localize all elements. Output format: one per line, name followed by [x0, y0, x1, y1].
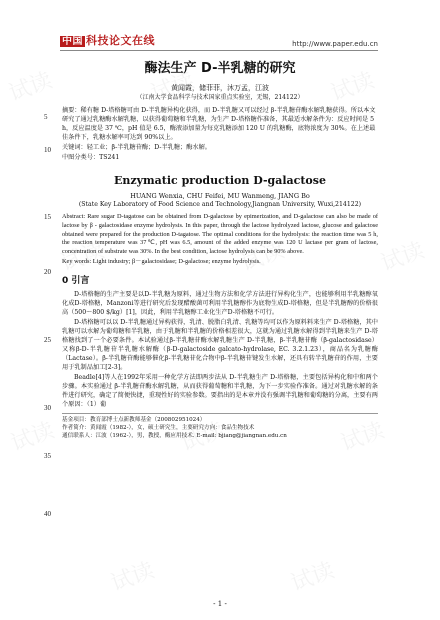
page-header: [60, 30, 378, 51]
page-number: - 1 -: [213, 600, 227, 608]
line-number: 10: [44, 146, 51, 154]
line-number: 30: [44, 404, 51, 412]
line-number: 40: [44, 510, 51, 518]
footnote-author-bio: 作者简介：黄闻霞（1982-），女，硕士研究生，主要研究方向：食品生物技术: [62, 424, 255, 431]
line-number: 25: [44, 336, 51, 344]
abstract-en-block: [62, 213, 378, 267]
watermark: [376, 233, 428, 277]
abstract-cn-block: [62, 107, 378, 163]
logo-box: 中国: [62, 36, 83, 47]
watermark: [286, 553, 338, 597]
footnote-contact: 通信联系人：江波（1962-），男，教授，酶应用技术. E-mail: bjiang@jiangnan.edu.cn: [62, 432, 287, 439]
keywords-en: Key words: Light industry; β－galactosidase; D-galactose; enzyme hydrolysis.: [62, 257, 261, 265]
keywords-cn: 关键词：轻工业；β-半乳糖苷酶；D-半乳糖；酶水解。: [62, 143, 211, 151]
watermark: [106, 553, 158, 597]
site-url: http://www.paper.edu.cn: [292, 40, 378, 48]
authors-cn: 黄闻霞，储菲菲，沐万孟，江波: [171, 83, 269, 92]
footnote-funding: 基金项目：教育部博士点新教师基金（200802951024）: [62, 416, 206, 423]
section-heading: 0 引言: [62, 275, 90, 286]
site-logo: [60, 32, 155, 48]
line-number: 35: [44, 452, 51, 460]
affiliation-en: (State Key Laboratory of Food Science and Technology,Jiangnan University, Wuxi,214122): [78, 200, 362, 208]
line-number: 20: [44, 268, 51, 276]
paper-content: [62, 54, 378, 440]
authors-en: HUANG Wenxia, CHU Feifei, MU Wanmeng, JIANG Bo: [130, 191, 310, 200]
abstract-en: Abstract: Rare sugar D-tagatose can be obtained from D-galactose by epimerization, and D-galactose can also be made of lactose by β - galactosidase enzyme hydrolysis. In this paper, through the lactose hydrolyzed lactose, glucose and galactose obtained were prepared for the production D-tagatose. The optimal conditions for the hydrolysis: the reaction time was 5 h, the reaction temperature was 37℃, pH was 6.5, amount of the added enzyme was 120 U lactase per gram of lactose, concentration of substrate was 30%. In the best condition, lactose hydrolysis can be 90% above.: [62, 212, 378, 256]
logo-text: 科技论文在线: [86, 34, 155, 47]
affiliation-cn: （江南大学食品科学与技术国家重点实验室，无锡，214122）: [136, 93, 304, 101]
paper-title-en: Enzymatic production D-galactose: [114, 173, 326, 187]
clc-number: 中图分类号：TS241: [62, 153, 120, 161]
watermark: [4, 63, 56, 107]
body-text: [62, 291, 378, 410]
paragraph: D-塔格糖的生产主要是以D-半乳糖为原料，通过生物方法和化学方法进行异构化生产，也能够利用半乳糖醇氧化成D-塔格糖，Manzoni等进行研究后发现醋酸菌可利用半乳糖醇作为底物生成D-塔格糖，但是半乳糖醇的价格很高（500～800 $/kg）[1]，因此，利用半乳糖醇工业化生产D-塔格糖不可行。: [62, 290, 378, 316]
footnote: [62, 413, 378, 440]
watermark: [6, 413, 58, 457]
line-number: 15: [44, 213, 51, 221]
paper-title-cn: 酶法生产 D-半乳糖的研究: [144, 61, 296, 76]
abstract-cn: 摘要：稀有糖 D-塔格糖可由 D-半乳糖异构化获得，而 D-半乳糖又可以经过 β-半乳糖苷酶水解乳糖获得。所以本文研究了通过乳糖酶水解乳糖，以获得葡萄糖和半乳糖，为生产 D-塔格糖作准备，其最适水解条件为：反应时间是 5 h，反应温度是 37 ℃，pH 值是 6.5，酶液添加量为每克乳糖添加 120 U 的乳糖酶，底物浓度为 30%。在上述最佳条件下，乳糖水解率可达到 90%以上。: [62, 106, 376, 141]
paragraph: Beadle[4]等人在1992年采用一种化学方法即两步法从 D-半乳糖生产 D-塔格糖，主要包括异构化和中和两个步骤。本实验通过 β-半乳糖苷酶水解乳糖，从而获得葡萄糖和半乳糖，为下一步实验作准备。通过对乳糖水解的条件进行研究，确定了简便快捷，重现性好的实验参数。要指出的是本章并没有强调半乳糖和葡萄糖的分离，主要有两个原因：（1）葡: [62, 373, 378, 408]
line-number: 5: [44, 113, 48, 121]
paragraph: D-塔格糖可以以 D-半乳糖通过异构获得，乳清、脱脂白乳清、乳糖等均可以作为原料料来生产 D-塔格糖，其中乳糖可以水解为葡萄糖和半乳糖，由于乳糖和半乳糖的价格相差很大，这就为通过乳糖水解得到半乳糖来生产 D-塔格糖找到了一个必要条件。本试验通过β-半乳糖苷酶水解乳糖生产 D-半乳糖，β-半乳糖苷酶（β-galactosidase）又称β-D-半乳糖苷半乳糖水解酶（β-D-galactoside galcato-hydrolase, EC. 3.2.1.23），商品名为乳糖酶（Lactase）。β-半乳糖苷酶能够催化β-半乳糖苷化合物中β-半乳糖苷键发生水解，还具有转半乳糖苷的作用，主要用于乳制品加工[2-3]。: [62, 318, 378, 371]
